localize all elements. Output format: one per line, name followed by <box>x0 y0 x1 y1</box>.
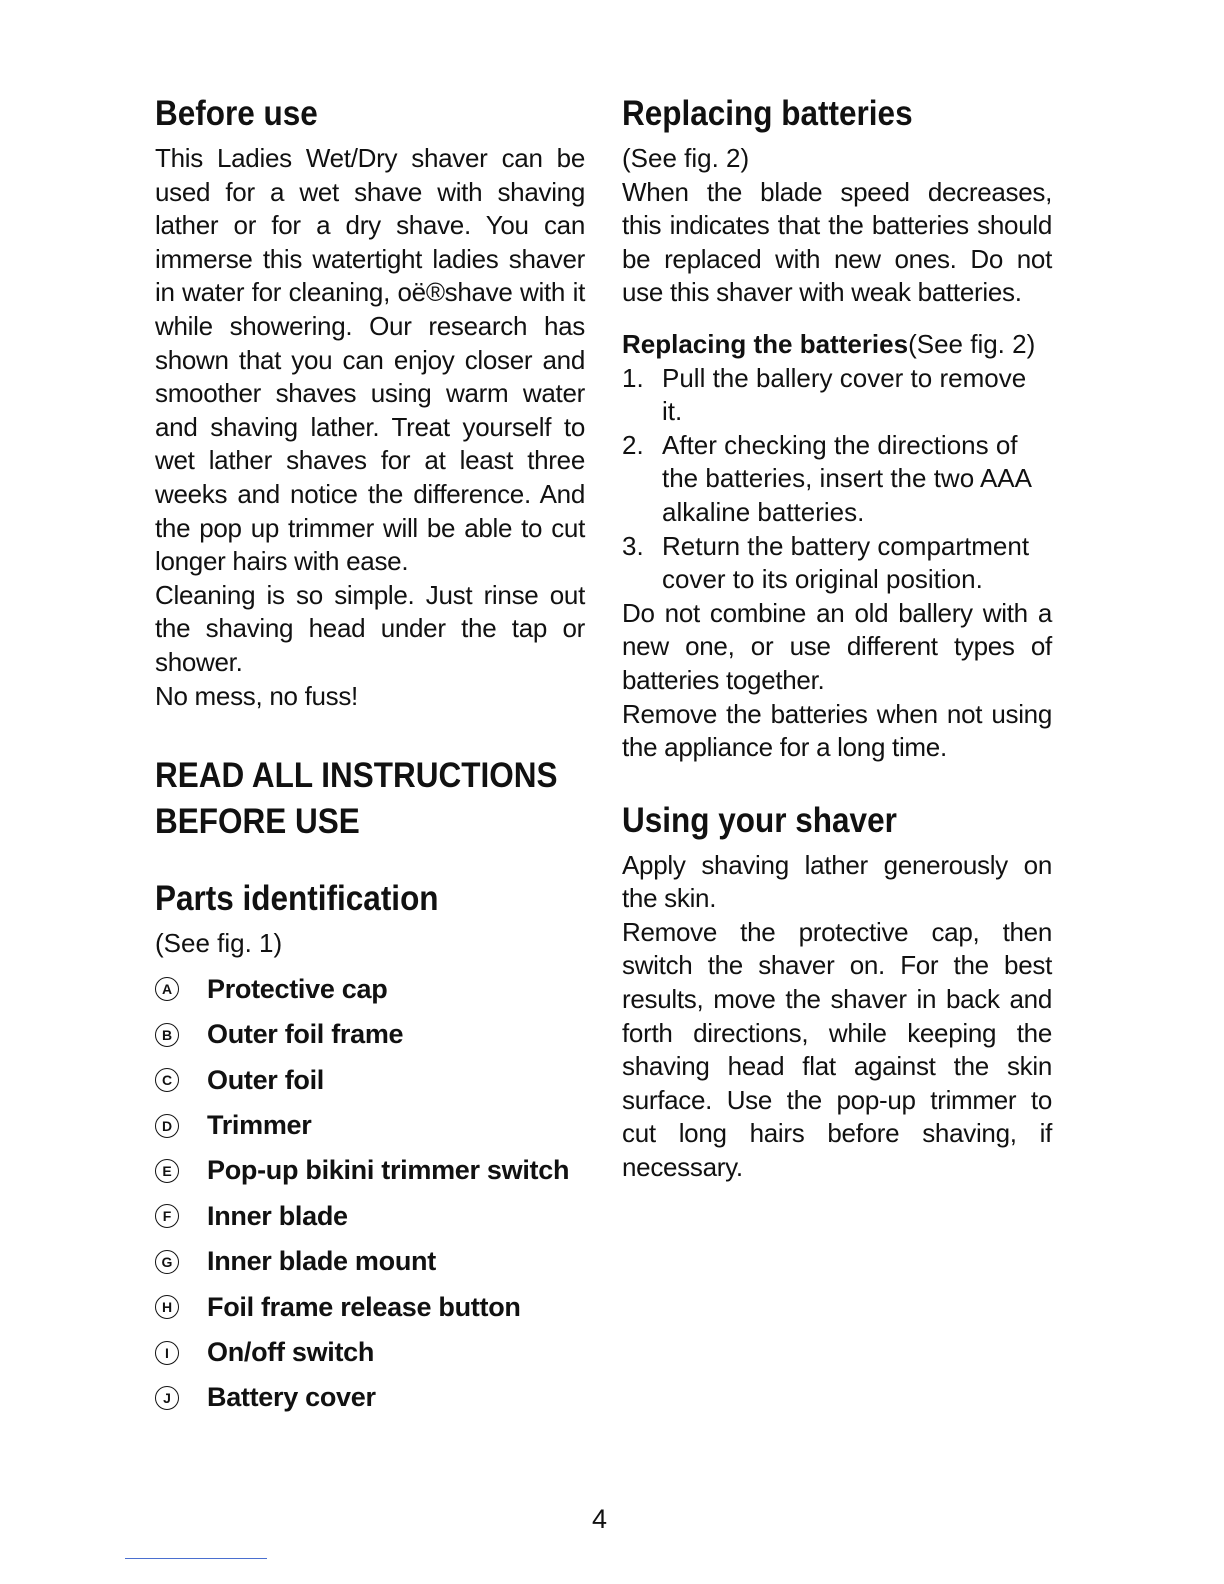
using-paragraph-remove: Remove the protective cap, then switch the shaver on. For the best results, move the shaver in back and forth directions, while keeping the shaving head flat against the skin surface. Use the pop-up trimmer to cut long hairs before shaving, if necessary. <box>622 916 1052 1183</box>
step-text: After checking the directions of the batteries, insert the two AAA alkaline batteries. <box>662 429 1031 527</box>
parts-list <box>155 967 585 1421</box>
circled-letter-icon: B <box>155 1023 179 1047</box>
parts-heading: Parts identification <box>155 879 439 919</box>
replacing-note-combine: Do not combine an old ballery with a new one, or use different types of batteries together. <box>622 597 1052 695</box>
circled-letter-icon: I <box>155 1341 179 1365</box>
part-item <box>155 1057 585 1102</box>
circled-letter-icon: G <box>155 1250 179 1274</box>
footer-rule <box>125 1558 267 1559</box>
step-text: Return the battery compartment cover to its original position. <box>662 530 1030 595</box>
replacing-batteries-heading: Replacing batteries <box>622 94 913 133</box>
step-item <box>622 362 1052 429</box>
replacing-subheading <box>622 328 1052 362</box>
part-item <box>155 1148 585 1193</box>
using-paragraph-apply: Apply shaving lather generously on the skin. <box>622 849 1052 914</box>
replacing-intro: When the blade speed decreases, this indicates that the batteries should be replaced with new ones. Do not use this shaver with weak batteries. <box>622 176 1052 308</box>
part-label: Outer foil <box>207 1064 324 1095</box>
read-instructions-line1: READ ALL INSTRUCTIONS <box>155 756 558 796</box>
parts-fig-ref: (See fig. 1) <box>155 928 283 959</box>
part-label: Protective cap <box>207 973 388 1004</box>
circled-letter-icon: H <box>155 1295 179 1319</box>
part-label: On/off switch <box>207 1337 375 1367</box>
part-label: Pop-up bikini trimmer switch <box>207 1155 570 1186</box>
circled-letter-icon: E <box>155 1159 179 1183</box>
part-label: Battery cover <box>207 1382 376 1413</box>
part-item <box>155 1103 585 1148</box>
part-item <box>155 1375 585 1420</box>
read-instructions-line2: BEFORE USE <box>155 802 360 842</box>
cleaning-paragraph: Cleaning is so simple. Just rinse out the shaving head under the tap or shower. <box>155 579 585 677</box>
part-label: Inner blade <box>207 1200 348 1231</box>
no-mess-paragraph: No mess, no fuss! <box>155 680 358 711</box>
part-label: Outer foil frame <box>207 1019 404 1050</box>
using-shaver-heading: Using your shaver <box>622 800 897 840</box>
replacing-fig-ref: (See fig. 2) <box>622 143 750 173</box>
replacing-steps <box>622 362 1052 597</box>
circled-letter-icon: D <box>155 1114 179 1138</box>
before-use-paragraph: This Ladies Wet/Dry shaver can be used for a wet shave with shaving lather or for a dry shave. You can immerse this watertight ladies shaver in water for cleaning, oë®shave with it while showering. Our research has shown that you can enjoy closer and smoother shaves using warm water and shaving lather. Treat yourself to wet lather shaves for at least three weeks and notice the difference. And the pop up trimmer will be able to cut longer hairs with ease. <box>155 143 585 577</box>
page-number: 4 <box>592 1504 608 1534</box>
part-label: Foil frame release button <box>207 1291 521 1322</box>
step-number: 2. <box>622 429 644 460</box>
before-use-heading: Before use <box>155 94 318 133</box>
circled-letter-icon: C <box>155 1068 179 1092</box>
circled-letter-icon: F <box>155 1204 179 1228</box>
part-item <box>155 1239 585 1284</box>
part-item <box>155 967 585 1012</box>
step-text: Pull the ballery cover to remove it. <box>662 362 1027 427</box>
part-item <box>155 1012 585 1057</box>
circled-letter-icon: A <box>155 977 179 1001</box>
replacing-subheading-ref: (See fig. 2) <box>908 328 1036 359</box>
circled-letter-icon: J <box>155 1386 179 1410</box>
part-item <box>155 1284 585 1329</box>
step-item <box>622 429 1052 530</box>
left-column <box>155 86 585 1421</box>
step-item <box>622 530 1052 597</box>
part-item <box>155 1194 585 1239</box>
step-number: 3. <box>622 530 644 561</box>
part-label: Inner blade mount <box>207 1246 436 1277</box>
replacing-subheading-bold: Replacing the batteries <box>622 328 909 359</box>
part-label: Trimmer <box>207 1110 312 1141</box>
part-item <box>155 1330 585 1375</box>
replacing-note-remove: Remove the batteries when not using the appliance for a long time. <box>622 698 1052 763</box>
step-number: 1. <box>622 362 644 393</box>
right-column <box>622 86 1052 1185</box>
